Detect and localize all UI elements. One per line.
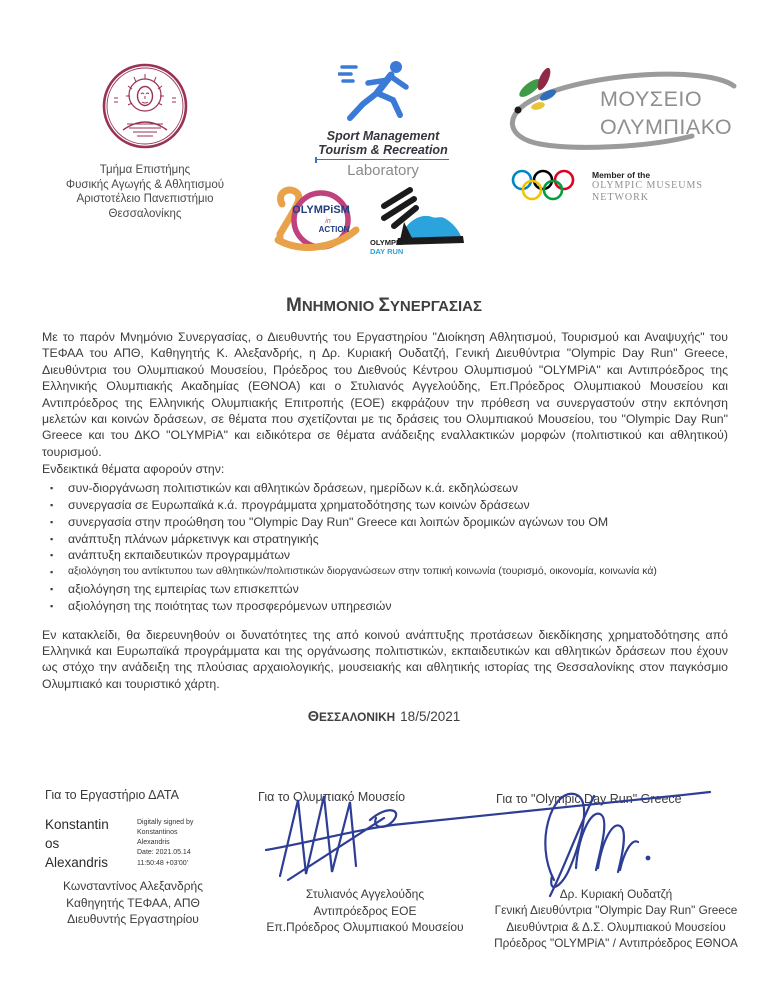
signatory-dayrun: [478, 886, 754, 951]
signatory-name: Στυλιανός Αγγελούδης: [305, 887, 425, 901]
olympic-rings-icon: [510, 166, 576, 208]
stamp-details-line: Digitally signed by: [137, 819, 194, 826]
olympic-museum-block: [496, 64, 752, 203]
runner-icon: [338, 58, 428, 124]
list-item: ▪ συν-διοργάνωση πολιτιστικών και αθλητικών δράσεων, ημερίδων κ.ά. εκδηλώσεων: [58, 480, 728, 497]
olympism-word: OLYMPiSM: [292, 204, 350, 216]
signatory-name: Κωνσταντίνος Αλεξανδρής: [63, 879, 203, 893]
stamp-details-line: Konstantinos: [137, 829, 178, 837]
signatory-role: Διευθυντής Εργαστηρίου: [67, 912, 199, 927]
signatory-lab: [30, 878, 236, 928]
stamp-details: [137, 818, 229, 873]
signatory-role: Διευθύντρια & Δ.Σ. Ολυμπιακού Μουσείου: [506, 919, 726, 934]
paragraph-intro: Με το παρόν Μνημόνιο Συνεργασίας, ο Διευθυντής του Εργαστηρίου "Διοίκηση Αθλητισμού, Τουρισμού και Αναψυχής" του ΤΕΦΑΑ του ΑΠΘ, Καθηγητής Κ. Αλεξανδρής, η Δρ. Κυριακή Ουδατζή, Γενική Διευθύντρια "Olympic Day Run" Greece, Διευθύντρια του Ολυμπιακού Μουσείου, Πρόεδρος του Διεθνούς Κέντρου Ολυμπισμού "OLYMPiA" και Αντιπρόεδρος της Ελληνικής Ολυμπιακής Ακαδημίας (ΕΘΝΟΑ) και ο Στυλιανός Αγγελούδης, Επ.Πρόεδρος Ολυμπιακού Μουσείου και Αντιπρόεδρος της Ελληνικής Ολυμπιακής Επιτροπής (ΕΟΕ) εκφράζουν την πρόθεση να συνεργαστούν στην εκπόνηση μελετών και κοινών δράσεων, σε θέματα που σχετίζονται με τις δράσεις του Ολυμπιακού Μουσείου, του "Olympic Day Run" Greece και του ΔΚΟ "OLYMPiA" και ειδικότερα σε θέματα ανάδειξης εναλλακτικών μορφών (πολιτιστικού και αθλητικού) τουρισμού.: [42, 330, 728, 459]
title-part: Μ: [286, 295, 302, 316]
stamp-name: [45, 816, 131, 873]
list-item: ▪ ανάπτυξη πλάνων μάρκετινγκ και στρατηγικής: [58, 531, 728, 548]
signatory-role: Γενική Διευθύντρια "Olympic Day Run" Greece: [494, 903, 738, 918]
sport-lab-block: [288, 58, 478, 179]
signature-heading-dayrun: Για το "Olympic Day Run" Greece: [496, 792, 682, 806]
university-line: Θεσσαλονίκης: [108, 208, 182, 221]
stamp-name-line: Konstantin: [45, 817, 109, 832]
university-line: Τμήμα Επιστήμης: [99, 164, 191, 176]
university-line: Φυσικής Αγωγής & Αθλητισμού: [65, 178, 225, 191]
olympic-day-run-logo: [368, 182, 464, 258]
member-text: [592, 170, 703, 203]
date-value: 18/5/2021: [400, 709, 461, 725]
title-part: Σ: [378, 295, 390, 316]
title-part: ΥΝΕΡΓΑΣΙΑΣ: [389, 298, 482, 315]
lab-title-line: Tourism & Recreation: [318, 143, 448, 158]
stamp-name-line: Alexandris: [45, 854, 109, 870]
signatory-role: Αντιπρόεδρος ΕΟΕ: [313, 903, 417, 918]
title-part: ΝΗΜΟΝΙΟ: [301, 298, 379, 315]
topics-list: [42, 480, 728, 614]
member-line2: OLYMPIC MUSEUMS: [592, 180, 703, 191]
lab-underline: [317, 159, 449, 160]
auth-university-seal-icon: [101, 62, 189, 150]
university-line: Αριστοτέλειο Πανεπιστήμιο: [76, 193, 214, 206]
university-block: [52, 62, 238, 222]
olympism-in-action-logo: [266, 182, 364, 264]
date-line: [0, 708, 768, 726]
header: [0, 0, 768, 285]
museum-title: [600, 86, 732, 142]
stamp-details-line: Date: 2021.05.14: [137, 849, 191, 857]
list-intro: Ενδεικτικά θέματα αφορούν στην:: [42, 462, 225, 477]
member-line3: NETWORK: [592, 191, 649, 203]
stamp-name-line: os: [45, 835, 60, 851]
olympism-in: in: [325, 218, 331, 225]
member-line1: Member of the: [592, 170, 651, 180]
digital-signature-stamp: [45, 816, 229, 873]
dayrun-line2: DAY RUN: [370, 247, 404, 256]
signatory-role: Πρόεδρος "OLYMPiA" / Αντιπρόεδρος ΕΘΝΟΑ: [494, 935, 738, 950]
stamp-details-line: Alexandris: [137, 839, 170, 847]
paragraph-closing: Εν κατακλείδι, θα διερευνηθούν οι δυνατότητες της από κοινού ανάπτυξης προτάσεων διεκδίκησης χρηματοδότησης από Ελληνικά και Ευρωπαϊκά προγράμματα και της οργάνωσης πολιτιστικών, εκπαιδευτικών και αθλητικών δράσεων που έχουν ως στόχο την ανάδειξη της πλούσιας αρχαιολογικής, μουσειακής και αθλητικής ιστορίας της Θεσσαλονίκης στον παγκόσμιο Ολυμπιακό και τουριστικό χάρτη.: [42, 627, 728, 691]
museum-title-line1: ΜΟΥΣΕΙΟ: [600, 87, 703, 111]
list-item: ▪ ανάπτυξη εκπαιδευτικών προγραμμάτων: [58, 547, 728, 564]
signatory-role: Καθηγητής ΤΕΦΑΑ, ΑΠΘ: [66, 895, 200, 910]
date-city: ΕΣΣΑΛΟΝΙΚΗ: [319, 710, 396, 725]
list-item: ▪ αξιολόγηση του αντίκτυπου των αθλητικών/πολιτιστικών διοργανώσεων στην τοπική κοινωνία (τουρισμό, οικονομία, κοινωνία κά): [58, 564, 728, 581]
member-row: [510, 166, 703, 208]
list-item: ▪ αξιολόγηση της εμπειρίας των επισκεπτών: [58, 581, 728, 598]
list-item: ▪ συνεργασία στην προώθηση του "Olympic Day Run" Greece και λοιπών δρομικών αγώνων του ΟΜ: [58, 514, 728, 531]
museum-title-line2: ΟΛΥΜΠΙΑΚΟ: [600, 114, 733, 139]
signatory-role: Επ.Πρόεδρος Ολυμπιακού Μουσείου: [266, 920, 464, 935]
signature-heading-museum: Για το Ολυμπιακό Μουσείο: [258, 790, 406, 804]
dayrun-line1: OLYMPIC: [370, 238, 404, 247]
date-city: Θ: [307, 709, 320, 726]
lab-subtitle: Laboratory: [347, 161, 419, 179]
lab-title-line: Sport Management: [326, 129, 440, 143]
stamp-details-line: 11:50:48 +03'00': [137, 859, 189, 867]
list-item: ▪ συνεργασία σε Ευρωπαϊκά κ.ά. προγράμματα χρηματοδότησης των κοινών δράσεων: [58, 497, 728, 514]
signatory-name: Δρ. Κυριακή Ουδατζή: [559, 887, 673, 901]
page-title: [0, 295, 768, 317]
signature-heading-lab: Για το Εργαστήριο ΔΑΤΑ: [45, 788, 179, 802]
list-item: ▪ αξιολόγηση της ποιότητας των προσφερόμενων υπηρεσιών: [58, 598, 728, 615]
signatory-museum: [238, 886, 492, 936]
olympism-action: ACTION: [318, 225, 350, 234]
signatures-section: [0, 768, 768, 1006]
